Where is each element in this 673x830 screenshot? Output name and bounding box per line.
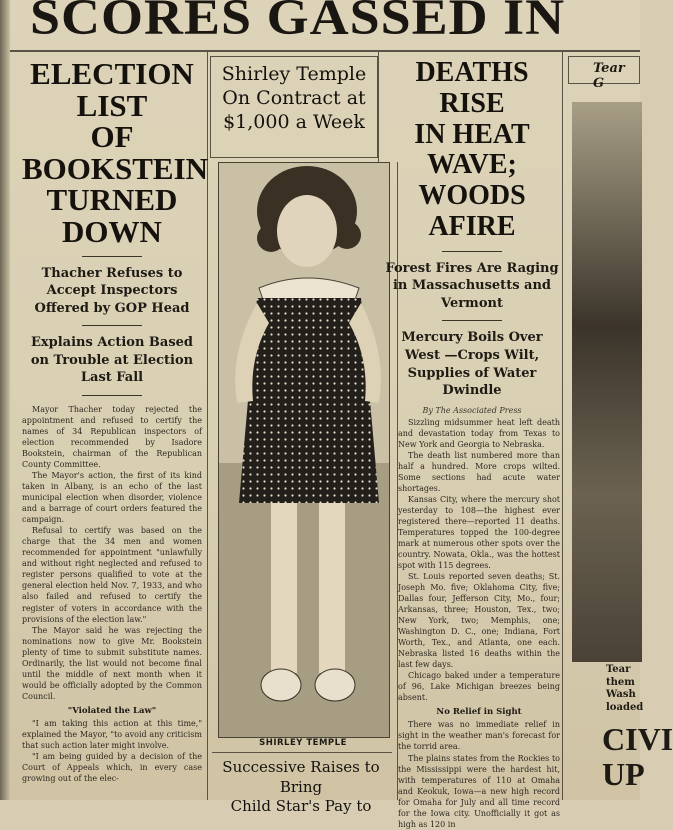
right-headline: [602, 722, 673, 792]
divider: [442, 251, 502, 252]
banner-headline: SCORES GASSED IN: [30, 0, 566, 46]
headline-line: On Contract at: [222, 86, 366, 109]
center-bottom-headline: [206, 758, 396, 815]
column-rule: [378, 52, 379, 162]
right-tag: Tear G: [568, 56, 640, 84]
bottom-headline-text: [206, 758, 396, 817]
divider: [82, 256, 142, 257]
deaths-paragraph: St. Louis reported seven deaths; St. Joseph Mo. five; Oklahoma City, five; Dallas four, Jefferson City, Mo., four; Arkansas, three; Houston, Tex., two; New York, two; Memphis, one; Washington D. C., one; Indiana, Fort Worth, Tex., and Atlanta, one each. Nebraska listed 16 deaths within the last few days.: [398, 572, 560, 670]
headline-line: Shirley Temple: [221, 63, 367, 85]
left-deck-1: Thacher Refuses to Accept Inspectors Offered by GOP Head: [34, 265, 190, 316]
left-paragraph: Refusal to certify was based on the charge that the 34 men and women recommended for appointment "unlawfully and without right neglected and refused to register persons qualified to vote at the general election held Nov. 7, 1933, and who also failed and refused to certify the register of voters in accordance with the provisions of the election law.": [22, 526, 202, 624]
left-deck-2: Explains Action Based on Trouble at Election Last Fall: [30, 335, 194, 386]
deaths-body: [398, 417, 560, 830]
headline-line: CIVI: [602, 721, 673, 757]
divider: [212, 752, 392, 753]
deaths-deck-2: Mercury Boils Over West —Crops Wilt, Supplies of Water Dwindle: [401, 330, 543, 399]
headline-line: UP: [602, 756, 645, 793]
deaths-paragraph: The death list numbered more than half a hundred. More crops wilted. Some sections had acute water shortages.: [398, 450, 560, 493]
girl-figure-illustration: [219, 163, 389, 737]
page-edge: [0, 0, 10, 800]
heat-wave-article: [384, 57, 560, 829]
left-paragraph: "I am being guided by a decision of the Court of Appeals which, in every case growing out of the elec-: [22, 751, 202, 783]
deaths-paragraph: Sizzling midsummer heat left death and devastation today from Texas to New York and Georgia to Nebraska.: [398, 417, 560, 449]
deaths-paragraph: Kansas City, where the mercury shot yesterday to 108—the highest ever registered there—reported 11 deaths. Temperatures topped the 100-degree mark at numerous other spots over the country. Nowata, Okla., was the hottest spot with 115 degrees.: [398, 494, 560, 571]
headline-line: OF BOOKSTEIN: [22, 119, 209, 186]
headline-line: IN HEAT WAVE;: [414, 118, 530, 181]
deaths-deck-1: Forest Fires Are Raging in Massachusetts and Vermont: [385, 260, 559, 311]
right-caption-line: loaded: [606, 701, 644, 713]
headline-line: TURNED DOWN: [46, 182, 178, 250]
left-paragraph: The Mayor's action, the first of its kind taken in Albany, is an echo of the last municipal election when disorder, violence and a barrage of court orders featured the campaign.: [22, 471, 202, 525]
shirley-temple-photo: [218, 162, 390, 738]
right-caption: [606, 664, 643, 714]
deaths-subhead: No Relief in Sight: [436, 707, 522, 718]
deaths-headline: [384, 58, 560, 243]
deaths-paragraph: Chicago baked under a temperature of 96, Lake Michigan breezes being absent.: [398, 671, 560, 703]
byline: By The Associated Press: [422, 405, 522, 415]
left-headline: [22, 56, 209, 250]
right-caption-line: them: [606, 676, 635, 688]
shirley-temple-headline-box: [210, 56, 378, 158]
left-paragraph: Mayor Thacher today rejected the appointment and refused to certify the names of 34 Republican inspectors of election recommended by Isadore Bookstein, chairman of the Republican County Committee.: [22, 404, 202, 470]
right-photo: [572, 102, 642, 662]
deaths-paragraph: There was no immediate relief in sight in the weather man's forecast for the torrid area.: [398, 720, 560, 752]
banner-rule: [0, 50, 640, 52]
divider: [442, 320, 502, 321]
divider: [82, 395, 142, 396]
right-caption-line: Wash: [606, 689, 636, 700]
headline-line: DEATHS RISE: [415, 57, 529, 119]
divider: [82, 325, 142, 326]
left-paragraph: "I am taking this action at this time," explained the Mayor, "to avoid any criticism that such action later might involve.: [22, 718, 202, 750]
headline-line: Child Star's Pay to: [230, 797, 372, 815]
headline-line: $1,000 a Week: [223, 110, 365, 133]
headline-line: ELECTION LIST: [30, 56, 194, 123]
photo-caption: SHIRLEY TEMPLE: [259, 738, 347, 748]
headline-line: Successive Raises to Bring: [222, 758, 380, 796]
right-caption-line: Tear: [606, 664, 631, 675]
left-subhead: "Violated the Law": [67, 705, 157, 716]
left-column-article: [22, 56, 209, 800]
deaths-paragraph: The plains states from the Rockies to the Mississippi were the hardest hit, with temperatures of 110 at Omaha and Keokuk, Iowa—a new high record for Omaha for July and all time record for the Iowa city. Unofficially it got as high as 120 in: [398, 753, 560, 829]
right-edge-strip: [562, 52, 673, 800]
headline-line: WOODS AFIRE: [418, 180, 526, 242]
left-paragraph: The Mayor said he was rejecting the nominations now to give Mr. Bookstein plenty of time to submit substitute names. Ordinarily, the list would not become final until the middle of next month when it would be officially adopted by the Common Council.: [22, 625, 202, 701]
center-headline: [211, 63, 377, 134]
